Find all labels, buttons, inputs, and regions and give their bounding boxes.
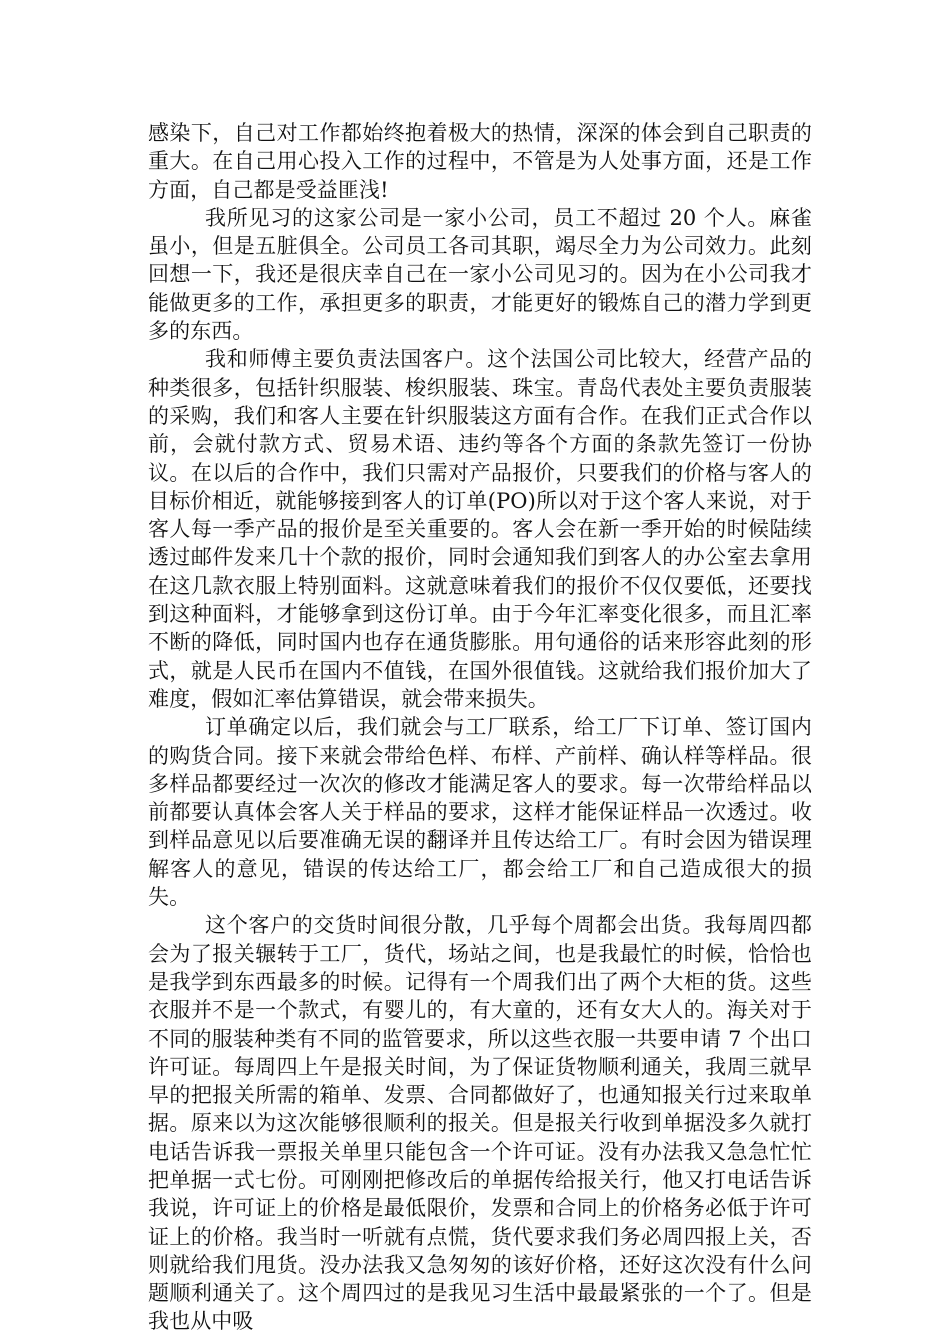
paragraph-company-intro: 我所见习的这家公司是一家小公司，员工不超过 20 个人。麻雀虽小，但是五脏俱全。公司员工各司其职，竭尽全力为公司效力。此刻回想一下，我还是很庆幸自己在一家小公司见习的。因为在小公司我才能做更多的工作，承担更多的职责，才能更好的锻炼自己的潜力学到更多的东西。: [148, 205, 812, 344]
document-body: [148, 119, 812, 1336]
paragraph-french-client: 我和师傅主要负责法国客户。这个法国公司比较大，经营产品的种类很多，包括针织服装、梭织服装、珠宝。青岛代表处主要负责服装的采购，我们和客人主要在针织服装这方面有合作。在我们正式合作以前，会就付款方式、贸易术语、违约等各个方面的条款先签订一份协议。在以后的合作中，我们只需对产品报价，只要我们的价格与客人的目标价相近，就能够接到客人的订单(PO)所以对于这个客人来说，对于客人每一季产品的报价是至关重要的。客人会在新一季开始的时候陆续透过邮件发来几十个款的报价，同时会通知我们到客人的办公室去拿用在这几款衣服上特别面料。这就意味着我们的报价不仅仅要低，还要找到这种面料，才能够拿到这份订单。由于今年汇率变化很多，而且汇率不断的降低，同时国内也存在通货膨胀。用句通俗的话来形容此刻的形式，就是人民币在国内不值钱，在国外很值钱。这就给我们报价加大了难度，假如汇率估算错误，就会带来损失。: [148, 347, 812, 711]
paragraph-customs-declaration: 这个客户的交货时间很分散，几乎每个周都会出货。我每周四都会为了报关辗转于工厂，货代，场站之间，也是我最忙的时候，恰恰也是我学到东西最多的时候。记得有一个周我们出了两个大柜的货。这些衣服并不是一个款式，有婴儿的，有大童的，还有女大人的。海关对于不同的服装种类有不同的监管要求，所以这些衣服一共要申请 7 个出口许可证。每周四上午是报关时间，为了保证货物顺利通关，我周三就早早的把报关所需的箱单、发票、合同都做好了，也通知报关行过来取单据。原来以为这次能够很顺利的报关。但是报关行收到单据没多久就打电话告诉我一票报关单里只能包含一个许可证。没有办法我又急急忙忙把单据一式七份。可刚刚把修改后的单据传给报关行，他又打电话告诉我说，许可证上的价格是最低限价，发票和合同上的价格务必低于许可证上的价格。我当时一听就有点慌，货代要求我们务必周四报上关，否则就给我们甩货。没办法我又急匆匆的该好价格，还好这次没有什么问题顺利通关了。这个周四过的是我见习生活中最最紧张的一个了。但是我也从中吸: [148, 913, 812, 1334]
paragraph-continuation: 感染下，自己对工作都始终抱着极大的热情，深深的体会到自己职责的重大。在自己用心投入工作的过程中，不管是为人处事方面，还是工作方面，自己都是受益匪浅!: [148, 121, 812, 202]
paragraph-order-samples: 订单确定以后，我们就会与工厂联系，给工厂下订单、签订国内的购货合同。接下来就会带给色样、布样、产前样、确认样等样品。很多样品都要经过一次次的修改才能满足客人的要求。每一次带给样品以前都要认真体会客人关于样品的要求，这样才能保证样品一次透过。收到样品意见以后要准确无误的翻译并且传达给工厂。有时会因为错误理解客人的意见，错误的传达给工厂，都会给工厂和自己造成很大的损失。: [148, 715, 812, 910]
